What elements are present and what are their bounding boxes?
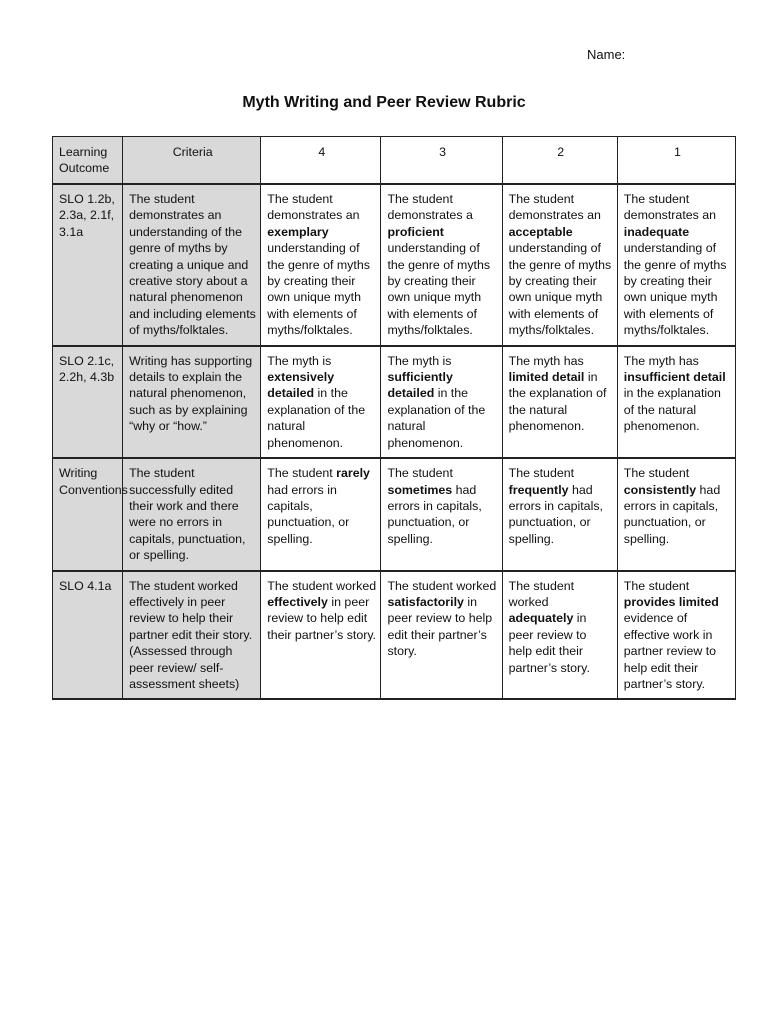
descriptor-emphasis: frequently [508, 482, 569, 497]
descriptor-text: The student [267, 466, 337, 481]
score-1-cell [617, 346, 735, 458]
descriptor-text: in the explanation of the natural phenomenon. [267, 386, 366, 450]
rubric-table [52, 136, 736, 700]
descriptor-emphasis: inadequate [623, 224, 690, 239]
descriptor-text: The student demonstrates a [387, 192, 473, 223]
descriptor-emphasis: acceptable [508, 224, 573, 239]
criteria-cell: The student worked effectively in peer review to help their partner edit their story. (Assessed through peer review/ self-assessment sheets) [123, 571, 261, 700]
descriptor-emphasis: extensively detailed [267, 370, 335, 401]
score-4-cell [261, 458, 381, 570]
descriptor-text: The student [508, 466, 575, 481]
descriptor-text: understanding of the genre of myths by creating their own unique myth with elements of myths/folktales. [623, 241, 727, 338]
descriptor-text: The myth is [387, 353, 452, 368]
descriptor-text: The student demonstrates an [623, 192, 717, 223]
column-header-criteria: Criteria [123, 137, 261, 185]
descriptor-emphasis: rarely [336, 466, 370, 481]
descriptor-emphasis: sufficiently detailed [387, 370, 453, 401]
descriptor-emphasis: sometimes [387, 482, 453, 497]
criteria-cell: The student demonstrates an understanding of the genre of myths by creating a unique and creative story about a natural phenomenon and including elements of myths/folktales. [123, 184, 261, 346]
descriptor-text: had errors in capitals, punctuation, or spelling. [387, 482, 482, 546]
column-header-score-2: 2 [502, 137, 617, 185]
descriptor-text: understanding of the genre of myths by creating their own unique myth with elements of myths/folktales. [267, 241, 370, 338]
descriptor-text: had errors in capitals, punctuation, or spelling. [267, 482, 350, 546]
score-3-cell [381, 458, 502, 570]
descriptor-emphasis: insufficient detail [623, 370, 726, 385]
descriptor-text: had errors in capitals, punctuation, or spelling. [623, 482, 721, 546]
criteria-cell: The student successfully edited their work and there were no errors in capitals, punctuation, or spelling. [123, 458, 261, 570]
descriptor-text: The myth is [267, 353, 332, 368]
descriptor-text: understanding of the genre of myths by creating their own unique myth with elements of myths/folktales. [508, 241, 612, 338]
descriptor-text: The student worked [508, 578, 575, 609]
column-header-score-4: 4 [261, 137, 381, 185]
table-row [53, 346, 736, 458]
descriptor-text: in peer review to help edit their partner’s story. [508, 611, 590, 675]
descriptor-text: evidence of effective work in partner review to help edit their partner’s story. [623, 611, 717, 691]
descriptor-text: The student worked [387, 578, 497, 593]
descriptor-text: in the explanation of the natural phenomenon. [623, 386, 721, 434]
descriptor-emphasis: consistently [623, 482, 697, 497]
descriptor-text: understanding of the genre of myths by creating their own unique myth with elements of myths/folktales. [387, 241, 491, 338]
score-3-cell [381, 571, 502, 700]
descriptor-text: The student [623, 466, 690, 481]
criteria-cell: Writing has supporting details to explain the natural phenomenon, such as by explaining “why or “how.” [123, 346, 261, 458]
learning-outcome-cell: SLO 4.1a [53, 571, 123, 700]
descriptor-text: had errors in capitals, punctuation, or spelling. [508, 482, 603, 546]
descriptor-emphasis: proficient [387, 224, 444, 239]
score-1-cell [617, 458, 735, 570]
descriptor-text: The myth has [623, 353, 699, 368]
descriptor-text: The student worked [267, 578, 377, 593]
descriptor-emphasis: exemplary [267, 224, 329, 239]
descriptor-text: in the explanation of the natural phenomenon. [508, 370, 607, 434]
score-2-cell [502, 184, 617, 346]
descriptor-emphasis: satisfactorily [387, 594, 464, 609]
descriptor-emphasis: adequately [508, 611, 574, 626]
score-1-cell [617, 184, 735, 346]
score-1-cell [617, 571, 735, 700]
learning-outcome-cell: SLO 1.2b, 2.3a, 2.1f, 3.1a [53, 184, 123, 346]
descriptor-text: The student [387, 466, 453, 481]
score-4-cell [261, 346, 381, 458]
score-3-cell [381, 346, 502, 458]
score-4-cell [261, 571, 381, 700]
score-3-cell [381, 184, 502, 346]
descriptor-text: The myth has [508, 353, 584, 368]
learning-outcome-cell: SLO 2.1c, 2.2h, 4.3b [53, 346, 123, 458]
descriptor-text: in peer review to help edit their partner’s story. [267, 594, 377, 642]
column-header-score-1: 1 [617, 137, 735, 185]
descriptor-text: The student demonstrates an [267, 192, 360, 223]
table-row [53, 184, 736, 346]
table-row [53, 571, 736, 700]
column-header-score-3: 3 [381, 137, 502, 185]
score-2-cell [502, 346, 617, 458]
column-header-learning-outcome: Learning Outcome [53, 137, 123, 185]
score-4-cell [261, 184, 381, 346]
score-2-cell [502, 458, 617, 570]
learning-outcome-cell: Writing Conventions [53, 458, 123, 570]
descriptor-text: The student demonstrates an [508, 192, 601, 223]
document-title: Myth Writing and Peer Review Rubric [242, 94, 526, 111]
table-row [53, 458, 736, 570]
descriptor-emphasis: provides limited [623, 594, 719, 609]
descriptor-emphasis: limited detail [508, 370, 585, 385]
descriptor-text: The student [623, 578, 690, 593]
descriptor-text: in peer review to help edit their partner’s story. [387, 594, 493, 659]
descriptor-emphasis: effectively [267, 594, 328, 609]
name-label: Name: [587, 47, 626, 62]
descriptor-text: in the explanation of the natural phenomenon. [387, 386, 486, 450]
header-row [53, 137, 736, 185]
score-2-cell [502, 571, 617, 700]
